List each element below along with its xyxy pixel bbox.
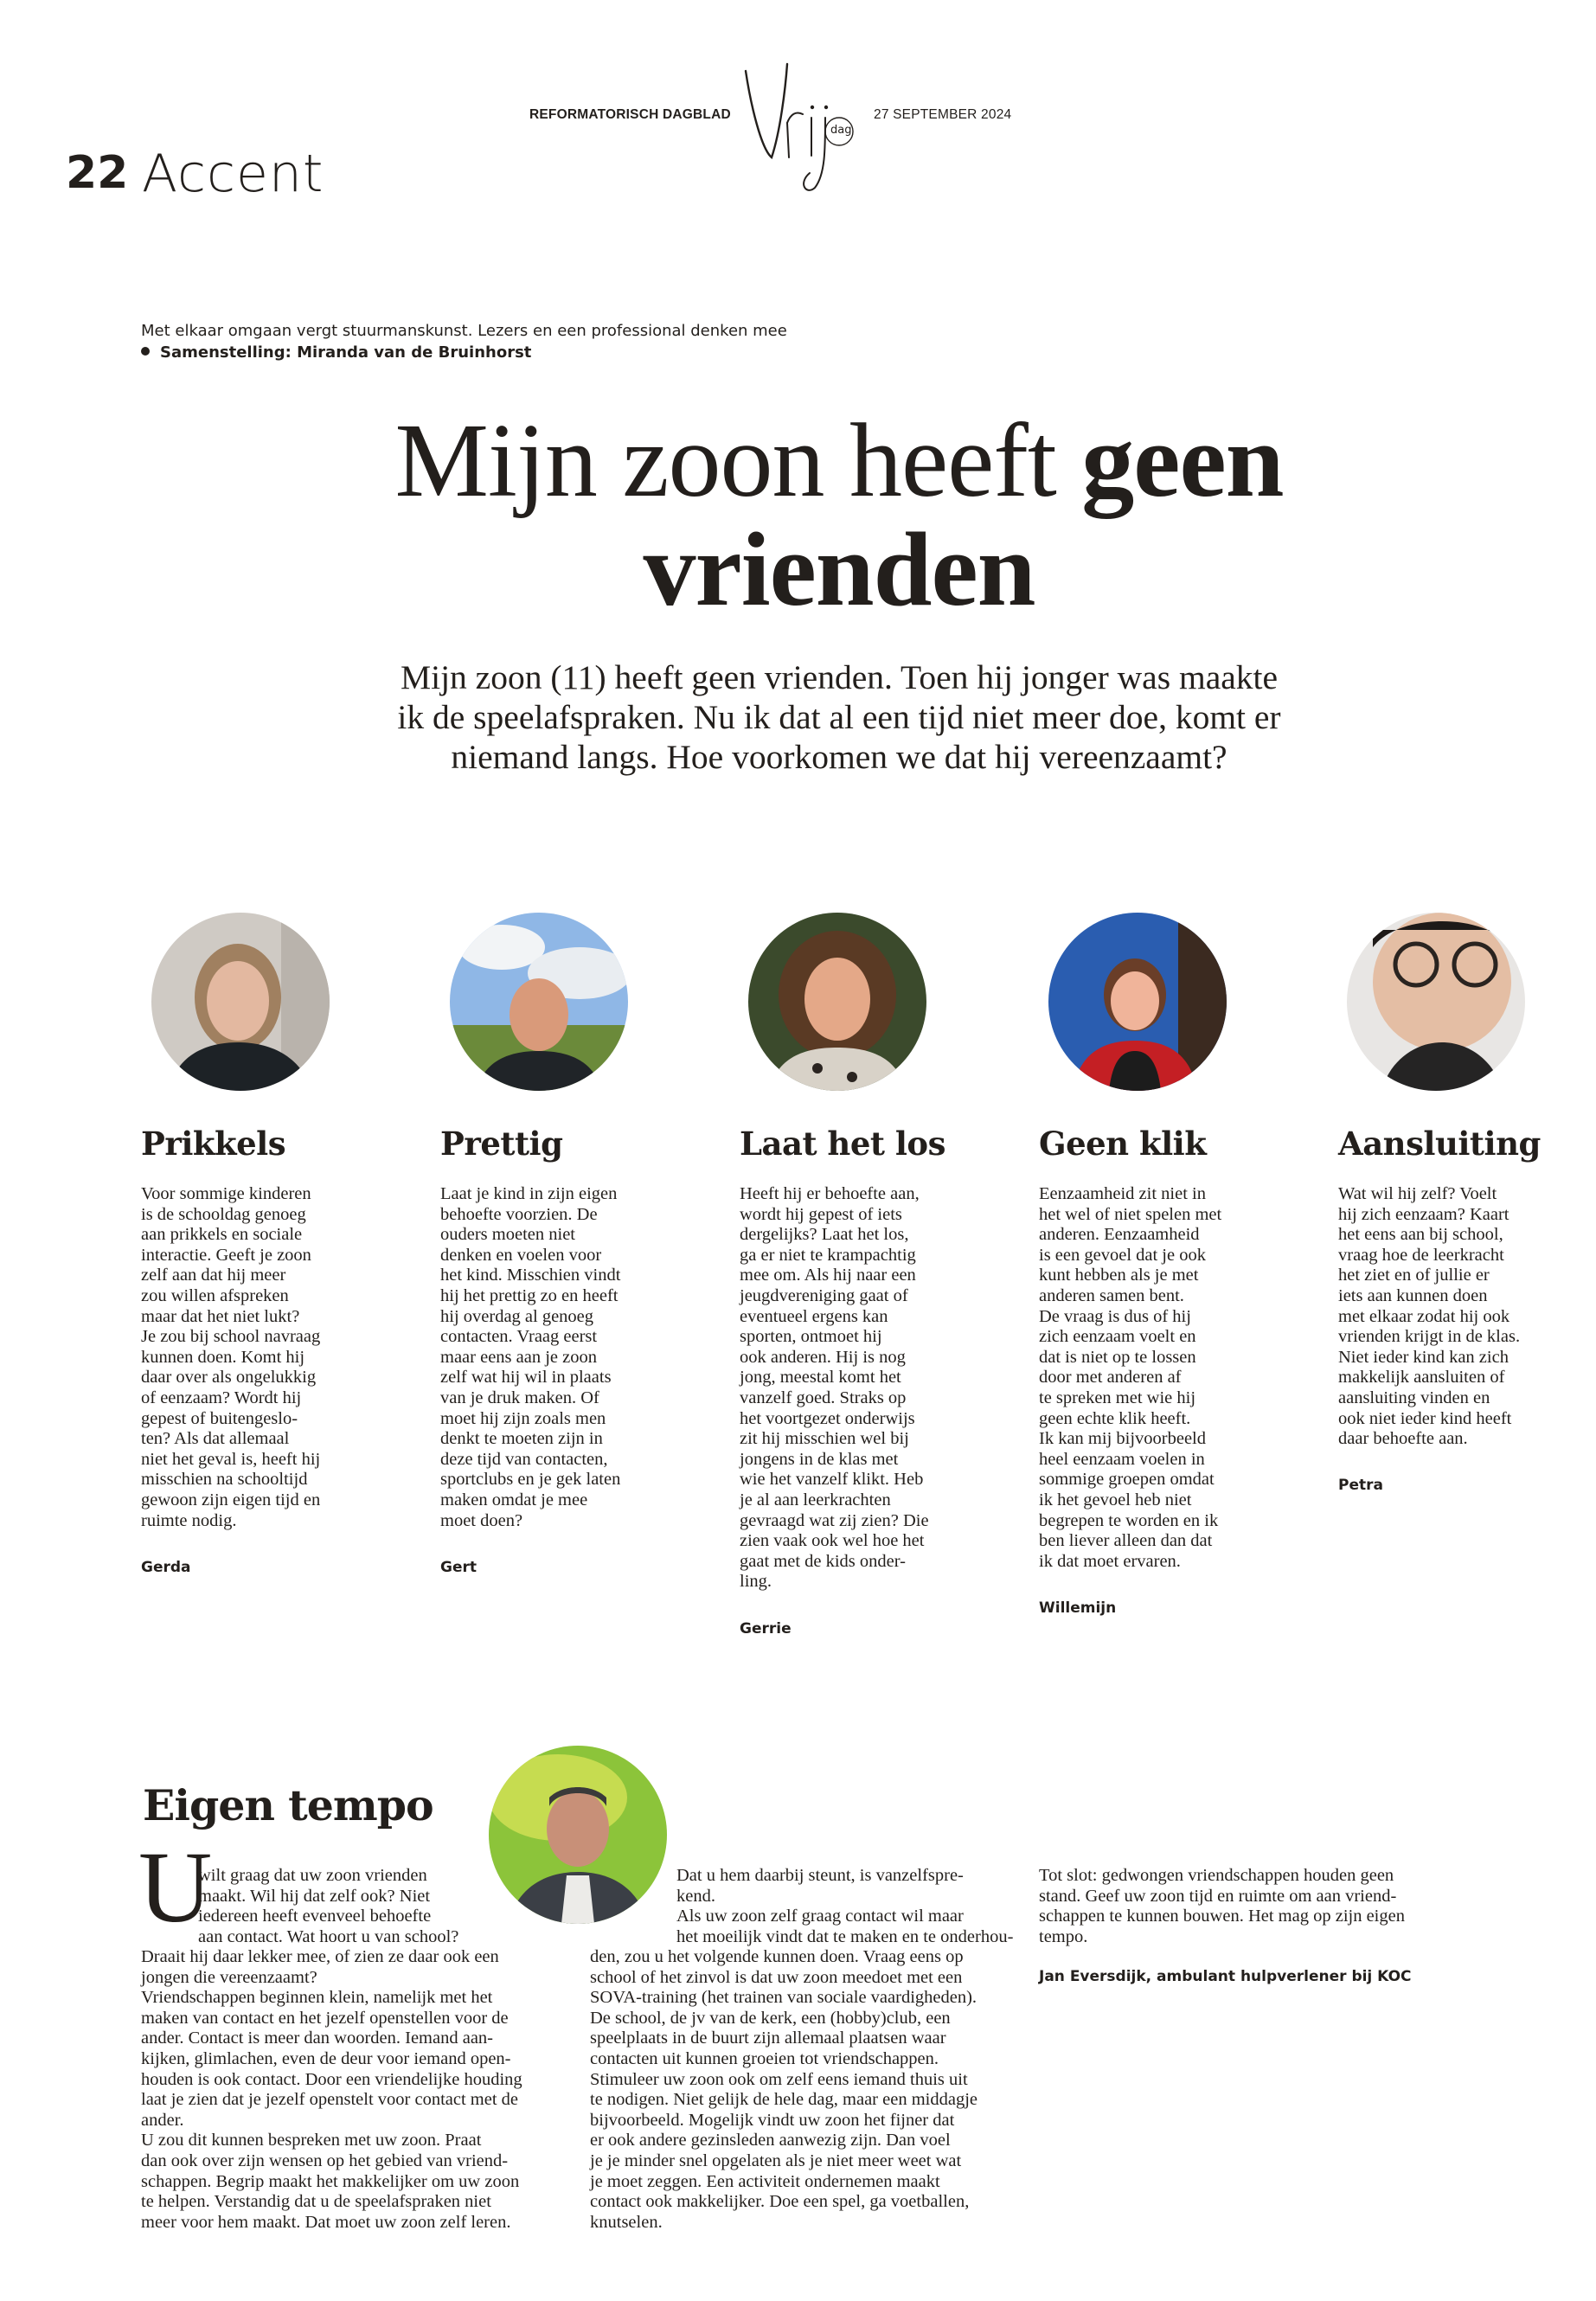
credit-text: Samenstelling: Miranda van de Bruinhorst (160, 343, 532, 362)
column-body: Laat je kind in zijn eigen behoefte voorzien. De ouders moeten niet denken en voelen voor het kind. Misschien vindt hij het prettig zo en heeft hij overdag al genoeg contacten. Vraag eerst maar eens aan je zoon zelf wat hij wil in plaats van je druk maken. Of moet hij zijn zoals men denkt te moeten zijn in deze tijd van contacten, sportclubs en je gek laten maken omdat je mee moet doen? (440, 1184, 621, 1530)
portrait-petra (1347, 913, 1525, 1091)
portrait-gerda (151, 913, 330, 1091)
column-signature: Petra (1338, 1477, 1383, 1494)
portrait-willemijn (1048, 913, 1227, 1091)
newspaper-name: REFORMATORISCH DAGBLAD (529, 107, 731, 122)
page-number: 22 (66, 147, 129, 199)
expert-title: Eigen tempo (143, 1780, 433, 1830)
column-body: Wat wil hij zelf? Voelt hij zich eenzaam? Kaart het eens aan bij school, vraag hoe de leerkracht het ziet en of jullie er iets aan kunnen doen met elkaar zodat hij ook vrienden krijgt in de klas. Niet ieder kind kan zich makkelijk aansluiten of aansluiting vinden en ook niet ieder kind heeft daar behoefte aan. (1338, 1184, 1521, 1449)
column-signature: Gerrie (740, 1620, 792, 1638)
column-title: Laat het los (740, 1125, 945, 1163)
drop-cap: U (138, 1830, 213, 1944)
column-body: Eenzaamheid zit niet in het wel of niet spelen met anderen. Eenzaamheid is een gevoel dat je ook kunt hebben als je met anderen samen bent. De vraag is dus of hij zich eenzaam voelt en dat is niet op te lossen door met anderen af te spreken met wie hij geen echte klik heeft. Ik kan mij bijvoorbeeld heel eenzaam voelen in sommige groepen omdat ik het gevoel heb niet begrepen te worden en ik ben liever alleen dan dat ik dat moet ervaren. (1039, 1184, 1222, 1571)
column-title: Prettig (440, 1125, 563, 1163)
column-title: Prikkels (141, 1125, 286, 1163)
portrait-gerrie (748, 913, 926, 1091)
headline-part-bold: geen (1081, 402, 1284, 519)
intro-kicker: Met elkaar omgaan vergt stuurmanskunst. Lezers en een professional denken mee (141, 322, 787, 340)
lead-question (303, 657, 1375, 777)
column-title: Aansluiting (1338, 1125, 1541, 1163)
headline-part-bold-2: vrienden (643, 511, 1035, 628)
credit-line (141, 343, 531, 362)
column-signature: Gert (440, 1559, 477, 1576)
article-col2: den, zou u het volgende kunnen doen. Vraag eens op school of het zinvol is dat uw zoon meedoet met een SOVA-training (het trainen van sociale vaardigheden). De school, de jv van de kerk, een (hobby)club, een speelplaats in de buurt zijn allemaal plaatsen waar contacten uit kunnen groeien tot vriendschappen. Stimuleer uw zoon ook om zelf eens iemand thuis uit te nodigen. Niet gelijk de hele dag, maar een middagje bijvoorbeeld. Mogelijk vindt uw zoon het fijner dat er ook andere gezinsleden aanwezig zijn. Dan voel je je minder snel opgelaten als je niet meer weet wat je moet zeggen. Een activiteit ondernemen maakt contact ook makkelijker. Doe een spel, ga voetballen, knutselen. (590, 1947, 977, 2232)
article-col1-indented: wilt graag dat uw zoon vrienden maakt. Wil hij dat zelf ook? Niet iedereen heeft evenveel behoefte aan contact. Wat hoort u van school? (198, 1866, 459, 1946)
bullet-dot (141, 347, 150, 356)
article-col2-top: Dat u hem daarbij steunt, is vanzelfspre- kend. Als uw zoon zelf graag contact wil maar het moeilijk vindt dat te maken en te onderhou- (676, 1866, 1014, 1946)
portrait-gert (450, 913, 628, 1091)
lead-line: Mijn zoon (11) heeft geen vrienden. Toen hij jonger was maakte (400, 658, 1279, 696)
column-title: Geen klik (1039, 1125, 1207, 1163)
column-signature: Gerda (141, 1559, 191, 1576)
column-body: Heeft hij er behoefte aan, wordt hij gepest of iets dergelijks? Laat het los, ga er niet te krampachtig mee om. Als hij naar een jeugdvereniging gaat of eventueel ergens kan sporten, ontmoet hij ook anderen. Hij is nog jong, meestal komt het vanzelf goed. Straks op het voortgezet onderwijs zit hij misschien wel bij jongens in de klas met wie het vanzelf klikt. Heb je al aan leerkrachten gevraagd wat zij zien? Die zien vaak ook wel hoe het gaat met de kids onder- ling. (740, 1184, 929, 1592)
headline (260, 402, 1419, 628)
expert-signature: Jan Eversdijk, ambulant hulpverlener bij KOC (1039, 1968, 1412, 1985)
lead-line: niemand langs. Hoe voorkomen we dat hij vereenzaamt? (451, 738, 1227, 776)
article-col3: Tot slot: gedwongen vriendschappen houden geen stand. Geef uw zoon tijd en ruimte om aan vriend- schappen te kunnen bouwen. Het mag op zijn eigen tempo. (1039, 1866, 1405, 1946)
issue-date: 27 SEPTEMBER 2024 (874, 107, 1012, 122)
logo-badge: dag (830, 124, 852, 137)
column-signature: Willemijn (1039, 1599, 1117, 1617)
headline-part-light: Mijn zoon heeft (394, 402, 1082, 519)
article-col1: Draait hij daar lekker mee, of zien ze daar ook een jongen die vereenzaamt? Vriendschappen beginnen klein, namelijk met het maken van contact en het jezelf openstellen voor de ander. Contact is meer dan woorden. Iemand aan- kijken, glimlachen, even de deur voor iemand open- houden is ook contact. Door een vriendelijke houding laat je zien dat je jezelf openstelt voor contact met de ander. U zou dit kunnen bespreken met uw zoon. Praat dan ook over zijn wensen op het gebied van vriend- schappen. Begrip maakt het makkelijker om uw zoon te helpen. Verstandig dat u de speelafspraken niet meer voor hem maakt. Dat moet uw zoon zelf leren. (141, 1947, 522, 2232)
column-body: Voor sommige kinderen is de schooldag genoeg aan prikkels en sociale interactie. Geeft je zoon zelf aan dat hij meer zou willen afspreken maar dat het niet lukt? Je zou bij school navraag kunnen doen. Komt hij daar over als ongelukkig of eenzaam? Wordt hij gepest of buitengeslo- ten? Als dat allemaal niet het geval is, heeft hij misschien na schooltijd gewoon zijn eigen tijd en ruimte nodig. (141, 1184, 321, 1530)
vrij-dag-logo (735, 54, 865, 201)
section-title: Accent (142, 144, 324, 204)
lead-line: ik de speelafspraken. Nu ik dat al een tijd niet meer doe, komt er (397, 698, 1281, 736)
